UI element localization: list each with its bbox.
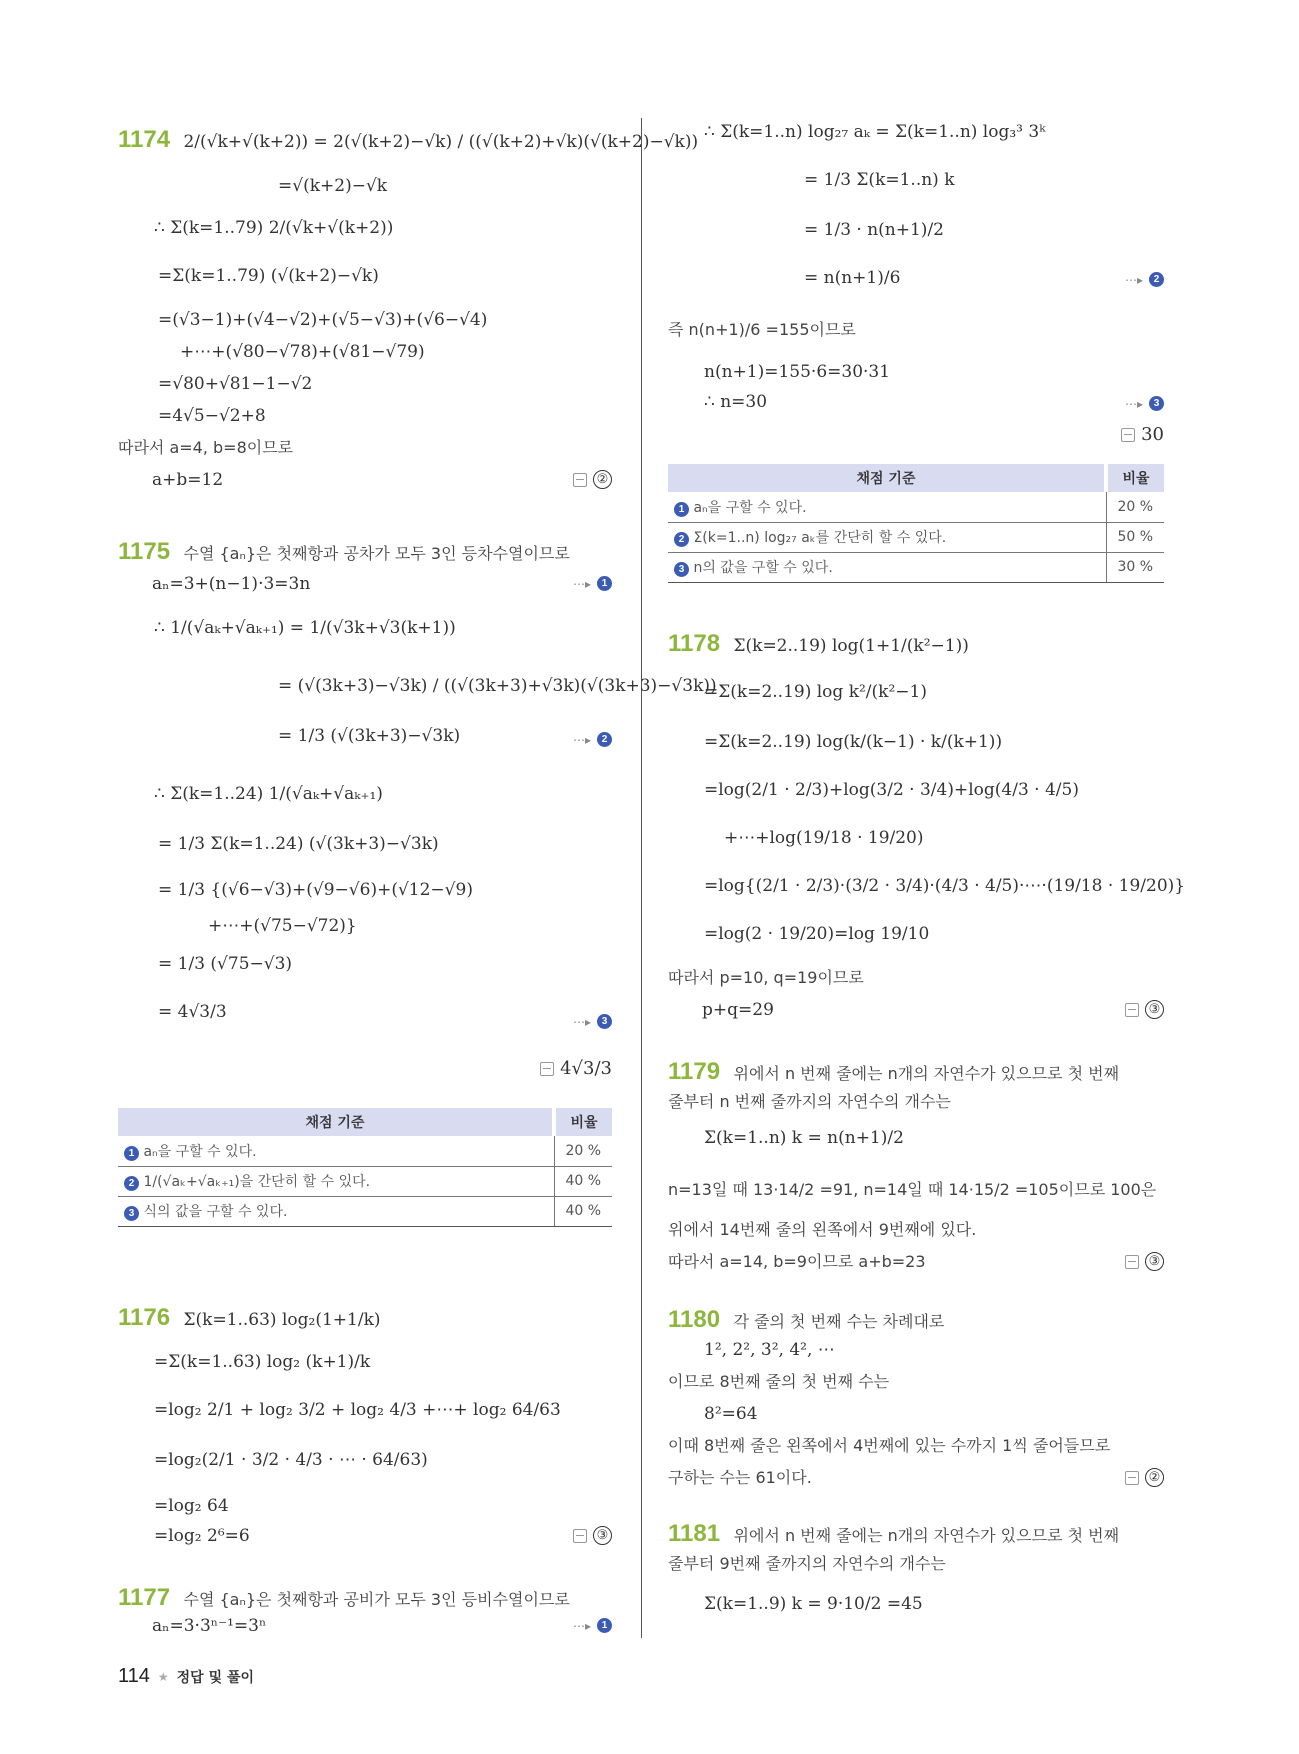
intro-text: 각 줄의 첫 번째 수는 차례대로: [733, 1312, 945, 1331]
step-1-icon: 1: [124, 1146, 139, 1161]
intro-text: 위에서 n 번째 줄에는 n개의 자연수가 있으므로 첫 번째: [733, 1064, 1120, 1083]
right-column: [668, 110, 1186, 1650]
text-line: 위에서 14번째 줄의 왼쪽에서 9번째에 있다.: [668, 1220, 977, 1239]
answer-mark: ②: [1125, 1468, 1164, 1487]
step-1-icon: 1: [674, 502, 689, 517]
problem-number: 1175: [118, 538, 171, 565]
text-line: 즉 n(n+1)/6 =155이므로: [668, 320, 856, 339]
answer-icon: [1125, 1003, 1139, 1017]
math-line: =√80+√81−1−√2: [158, 374, 313, 394]
math-line: =log₂ 64: [154, 1496, 229, 1516]
math-line: = 1/3 (√(3k+3)−√3k): [278, 726, 461, 746]
math-line: a+b=12: [152, 470, 224, 490]
page-footer: [118, 1665, 254, 1688]
answer-icon: [1121, 428, 1135, 442]
answer-icon: [1125, 1471, 1139, 1485]
math-line: = 1/3 {(√6−√3)+(√9−√6)+(√12−√9): [158, 880, 473, 900]
math-line: ∴ Σ(k=1..n) log₂₇ aₖ = Σ(k=1..n) log₃³ 3ᵏ: [704, 122, 1046, 142]
grading-table: [118, 1108, 612, 1227]
intro-text: 위에서 n 번째 줄에는 n개의 자연수가 있으므로 첫 번째: [733, 1526, 1120, 1545]
answer-mark: 30: [1121, 424, 1164, 445]
problem-number: 1180: [668, 1306, 721, 1333]
answer-mark: ③: [1125, 1000, 1164, 1019]
math-line: Σ(k=1..n) k = n(n+1)/2: [704, 1128, 904, 1148]
math-line: ∴ 1/(√aₖ+√aₖ₊₁) = 1/(√3k+√3(k+1)): [154, 618, 456, 638]
math-line: ∴ Σ(k=1..79) 2/(√k+√(k+2)): [154, 218, 394, 238]
math-line: Σ(k=1..9) k = 9·10/2 =45: [704, 1594, 923, 1614]
step-marker: ⋯▸ 2: [1125, 272, 1164, 287]
step-3-icon: 3: [597, 1014, 612, 1029]
table-header-ratio: 비율: [554, 1108, 612, 1136]
math-line: = 1/3 · n(n+1)/2: [804, 220, 944, 240]
star-icon: ★: [157, 1669, 169, 1684]
answer-mark: ②: [573, 470, 612, 489]
problem-number: 1176: [118, 1304, 171, 1331]
math-line: =log₂ 2/1 + log₂ 3/2 + log₂ 4/3 +⋯+ log₂ 64/63: [154, 1400, 561, 1420]
step-2-icon: 2: [674, 532, 689, 547]
math-line: aₙ=3+(n−1)·3=3n: [152, 574, 311, 594]
math-line: Σ(k=2..19) log(1+1/(k²−1)): [733, 636, 969, 656]
math-line: +⋯+(√75−√72)}: [208, 916, 357, 936]
math-line: =Σ(k=1..79) (√(k+2)−√k): [158, 266, 379, 286]
math-line: +⋯+log(19/18 · 19/20): [724, 828, 924, 848]
step-1-icon: 1: [597, 576, 612, 591]
problem-number: 1177: [118, 1584, 171, 1611]
math-line: = 4√3/3: [158, 1002, 227, 1022]
step-2-icon: 2: [1149, 272, 1164, 287]
problem-number: 1178: [668, 630, 721, 657]
step-2-icon: 2: [124, 1176, 139, 1191]
math-line: =log{(2/1 · 2/3)·(3/2 · 3/4)·(4/3 · 4/5)·⋯·(19/18 · 19/20)}: [704, 876, 1186, 896]
math-line: 2/(√k+√(k+2)) = 2(√(k+2)−√k) / ((√(k+2)+√k)(√(k+2)−√k)): [183, 132, 699, 152]
answer-icon: [573, 473, 587, 487]
text-line: 줄부터 n 번째 줄까지의 자연수의 개수는: [668, 1092, 951, 1111]
text-line: 구하는 수는 61이다.: [668, 1468, 812, 1487]
math-line: = 1/3 Σ(k=1..n) k: [804, 170, 955, 190]
table-header-criterion: 채점 기준: [118, 1108, 554, 1136]
table-row: 1 aₙ을 구할 수 있다. 20 %: [118, 1136, 612, 1166]
section-label: 정답 및 풀이: [176, 1669, 255, 1686]
answer-mark: ③: [1125, 1252, 1164, 1271]
table-row: 3 식의 값을 구할 수 있다. 40 %: [118, 1196, 612, 1226]
math-line: ∴ n=30: [704, 392, 768, 412]
intro-text: 수열 {aₙ}은 첫째항과 공차가 모두 3인 등차수열이므로: [183, 544, 570, 563]
answer-icon: [573, 1529, 587, 1543]
step-3-icon: 3: [1149, 396, 1164, 411]
math-line: =(√3−1)+(√4−√2)+(√5−√3)+(√6−√4): [158, 310, 488, 330]
step-1-icon: 1: [597, 1618, 612, 1633]
column-divider: [641, 118, 642, 1638]
step-3-icon: 3: [674, 562, 689, 577]
text-line: 이때 8번째 줄은 왼쪽에서 4번째에 있는 수까지 1씩 줄어들므로: [668, 1436, 1111, 1455]
math-line: n(n+1)=155·6=30·31: [704, 362, 891, 382]
step-marker: ⋯▸ 3: [1125, 396, 1164, 411]
answer-mark: ③: [573, 1526, 612, 1545]
table-row: 3 n의 값을 구할 수 있다. 30 %: [668, 552, 1164, 582]
math-line: 8²=64: [704, 1404, 758, 1424]
grading-table: [668, 464, 1164, 583]
text-line: 이므로 8번째 줄의 첫 번째 수는: [668, 1372, 890, 1391]
math-line: =log₂ 2⁶=6: [154, 1526, 250, 1546]
math-line: =Σ(k=1..63) log₂ (k+1)/k: [154, 1352, 371, 1372]
table-row: 2 Σ(k=1..n) log₂₇ aₖ를 간단히 할 수 있다. 50 %: [668, 522, 1164, 552]
math-line: =√(k+2)−√k: [278, 176, 388, 196]
text-line: 줄부터 9번째 줄까지의 자연수의 개수는: [668, 1554, 946, 1573]
intro-text: 수열 {aₙ}은 첫째항과 공비가 모두 3인 등비수열이므로: [183, 1590, 570, 1609]
math-line: =Σ(k=2..19) log(k/(k−1) · k/(k+1)): [704, 732, 1003, 752]
step-3-icon: 3: [124, 1206, 139, 1221]
step-2-icon: 2: [597, 732, 612, 747]
math-line: = n(n+1)/6: [804, 268, 901, 288]
answer-mark: 4√3/3: [540, 1058, 612, 1079]
answer-icon: [540, 1062, 554, 1076]
page-number: 114: [118, 1665, 150, 1687]
problem-number: 1174: [118, 126, 171, 153]
table-header-criterion: 채점 기준: [668, 464, 1106, 492]
math-line: 1², 2², 3², 4², ⋯: [704, 1340, 835, 1360]
step-marker: ⋯▸ 1: [573, 576, 612, 591]
math-line: ∴ Σ(k=1..24) 1/(√aₖ+√aₖ₊₁): [154, 784, 383, 804]
math-line: =4√5−√2+8: [158, 406, 266, 426]
step-marker: ⋯▸ 1: [573, 1618, 612, 1633]
table-header-ratio: 비율: [1106, 464, 1164, 492]
math-line: = (√(3k+3)−√3k) / ((√(3k+3)+√3k)(√(3k+3)−√3k)): [278, 676, 717, 696]
math-line: =log(2/1 · 2/3)+log(3/2 · 3/4)+log(4/3 · 4/5): [704, 780, 1079, 800]
math-line: Σ(k=1..63) log₂(1+1/k): [183, 1310, 381, 1330]
answer-icon: [1125, 1255, 1139, 1269]
problem-number: 1179: [668, 1058, 721, 1085]
math-line: =log(2 · 19/20)=log 19/10: [704, 924, 930, 944]
text-line: 따라서 a=4, b=8이므로: [118, 438, 294, 457]
text-line: 따라서 p=10, q=19이므로: [668, 968, 864, 987]
math-line: =log₂(2/1 · 3/2 · 4/3 · ⋯ · 64/63): [154, 1450, 428, 1470]
table-row: 2 1/(√aₖ+√aₖ₊₁)을 간단히 할 수 있다. 40 %: [118, 1166, 612, 1196]
math-line: =Σ(k=2..19) log k²/(k²−1): [704, 682, 927, 702]
step-marker: ⋯▸ 2: [573, 732, 612, 747]
table-row: 1 aₙ을 구할 수 있다. 20 %: [668, 492, 1164, 522]
step-marker: ⋯▸ 3: [573, 1014, 612, 1029]
math-line: aₙ=3·3ⁿ⁻¹=3ⁿ: [152, 1616, 267, 1636]
text-line: 따라서 a=14, b=9이므로 a+b=23: [668, 1252, 926, 1271]
problem-number: 1181: [668, 1520, 721, 1547]
text-line: n=13일 때 13·14/2 =91, n=14일 때 14·15/2 =105이므로 100은: [668, 1180, 1157, 1199]
math-line: +⋯+(√80−√78)+(√81−√79): [180, 342, 425, 362]
math-line: = 1/3 (√75−√3): [158, 954, 293, 974]
math-line: p+q=29: [702, 1000, 774, 1020]
math-line: = 1/3 Σ(k=1..24) (√(3k+3)−√3k): [158, 834, 439, 854]
